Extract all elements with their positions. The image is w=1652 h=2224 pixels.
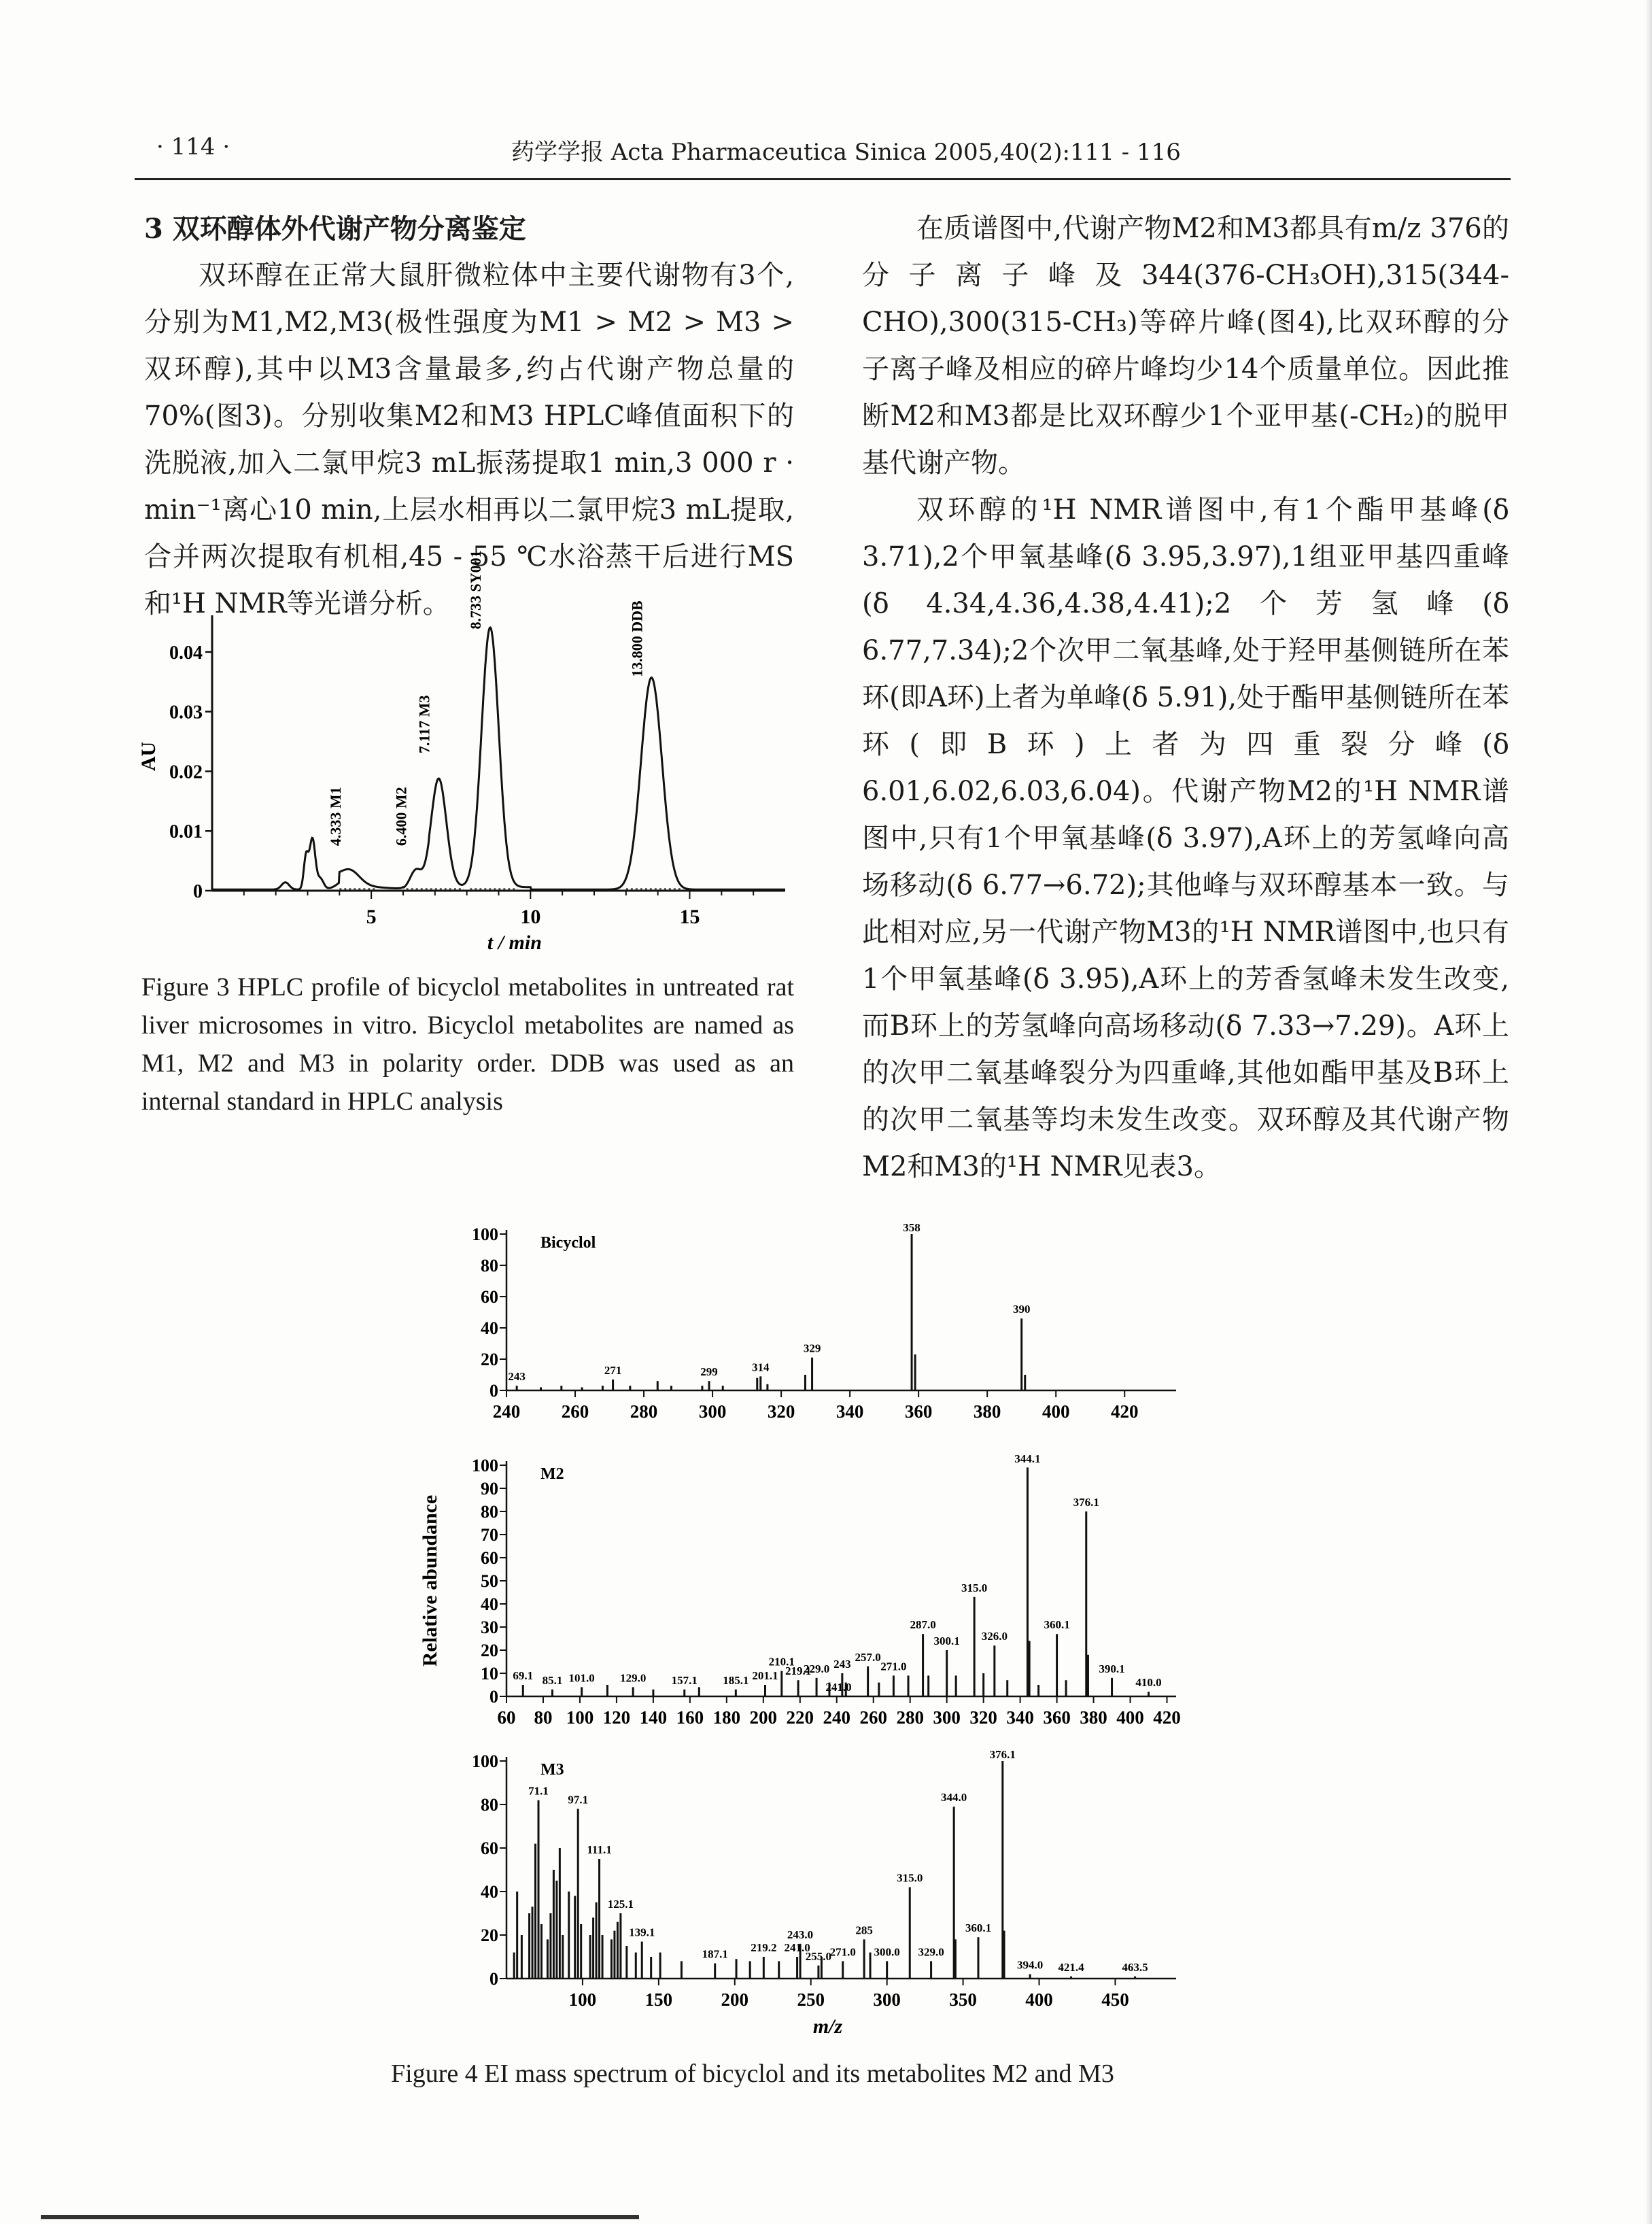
peak-mz-label: 139.1 xyxy=(629,1926,655,1939)
y-tick-label: 10 xyxy=(481,1664,498,1683)
x-tick-label: 60 xyxy=(497,1707,516,1728)
x-tick-label: 360 xyxy=(1043,1707,1071,1728)
journal-header: 药学学报 Acta Pharmaceutica Sinica 2005,40(2):111 - 116 xyxy=(511,139,1181,166)
peak-mz-label: 257.0 xyxy=(855,1650,881,1664)
x-tick-label: 100 xyxy=(566,1707,594,1728)
y-tick-label: 0.04 xyxy=(169,642,203,664)
x-tick-label: 200 xyxy=(749,1707,778,1728)
x-tick-label: 10 xyxy=(520,906,541,928)
y-tick-label: 0 xyxy=(193,881,203,902)
peak-mz-label: 201.1 xyxy=(752,1669,778,1682)
y-tick-label: 60 xyxy=(481,1287,498,1307)
peak-mz-label: 376.1 xyxy=(1073,1496,1099,1509)
y-tick-label: 60 xyxy=(481,1838,498,1858)
y-tick-label: 40 xyxy=(481,1594,498,1614)
peak-mz-label: 315.0 xyxy=(961,1581,988,1594)
x-tick-label: 380 xyxy=(1080,1707,1107,1728)
y-tick-label: 0 xyxy=(489,1687,498,1707)
peak-label: 4.333 M1 xyxy=(326,787,344,846)
peak-mz-label: 329.0 xyxy=(918,1945,944,1959)
peak-mz-label: 125.1 xyxy=(607,1898,634,1911)
x-tick-label: 300 xyxy=(873,1989,901,2010)
page-number: · 114 · xyxy=(156,133,230,160)
x-tick-label: 420 xyxy=(1153,1707,1181,1728)
y-tick-label: 20 xyxy=(481,1926,498,1945)
peak-mz-label: 390 xyxy=(1012,1303,1031,1316)
y-tick-label: 20 xyxy=(481,1641,498,1660)
x-tick-label: 150 xyxy=(644,1989,673,2010)
peak-mz-label: 360.1 xyxy=(1044,1618,1070,1632)
x-axis-label: m/z xyxy=(812,2015,843,2038)
x-tick-label: 350 xyxy=(949,1989,977,2010)
x-tick-label: 120 xyxy=(602,1707,631,1728)
right-paragraph-2: 双环醇的¹H NMR谱图中,有1个酯甲基峰(δ 3.71),2个甲氧基峰(δ 3.95,3.97),1组亚甲基四重峰(δ 4.34,4.36,4.38,4.41);2个芳氢峰(δ 6.77,7.34);2个次甲二氧基峰,处于羟甲基侧链所在苯环(即A环)上者为单峰(δ 5.91),处于酯甲基侧链所在苯环(即B环)上者为四重裂分峰(δ 6.01,6.02,6.03,6.04)。代谢产物M2的¹H NMR谱图中,只有1个甲氧基峰(δ 3.97),A环上的芳氢峰向高场移动(δ 6.77→6.72);其他峰与双环醇基本一致。与此相对应,另一代谢产物M3的¹H NMR谱图中,也只有1个甲氧基峰(δ 3.95),A环上的芳香氢峰未发生改变,而B环上的芳氢峰向高场移动(δ 7.33→7.29)。A环上的次甲二氧基峰裂分为四重峰,其他如酯甲基及B环上的次甲二氧基等均未发生改变。双环醇及其代谢产物M2和M3的¹H NMR见表3。 xyxy=(862,494,1509,1182)
y-axis-label: Relative abundance xyxy=(419,1494,441,1667)
x-tick-label: 300 xyxy=(933,1707,961,1728)
peak-mz-label: 376.1 xyxy=(989,1748,1016,1761)
y-tick-label: 0.03 xyxy=(169,702,203,723)
figure-3-caption: Figure 3 HPLC profile of bicyclol metabolites in untreated rat liver microsomes in vitro. Bicyclol metabolites are named as M1, M2 and M3 in polarity order. DDB was used as an internal standard in HPLC analysis xyxy=(141,973,794,1116)
peak-mz-label: 394.0 xyxy=(1016,1958,1044,1972)
y-tick-label: 0.01 xyxy=(169,821,203,843)
spectrum-name: M2 xyxy=(540,1465,564,1483)
y-tick-label: 60 xyxy=(481,1548,498,1568)
x-tick-label: 260 xyxy=(561,1401,589,1422)
peak-mz-label: 69.1 xyxy=(513,1669,534,1682)
x-tick-label: 320 xyxy=(969,1707,997,1728)
y-tick-label: 100 xyxy=(472,1751,498,1771)
section-title: 3 双环醇体外代谢产物分离鉴定 xyxy=(144,213,526,245)
x-tick-label: 180 xyxy=(712,1707,741,1728)
x-tick-label: 400 xyxy=(1025,1989,1053,2010)
peak-mz-label: 271 xyxy=(604,1363,622,1377)
y-tick-label: 50 xyxy=(481,1571,498,1591)
peak-mz-label: 360.1 xyxy=(965,1921,992,1935)
peak-mz-label: 271.0 xyxy=(829,1945,856,1959)
peak-mz-label: 299 xyxy=(700,1365,718,1379)
peak-mz-label: 243.0 xyxy=(787,1928,814,1941)
y-tick-label: 70 xyxy=(481,1525,498,1545)
x-tick-label: 160 xyxy=(676,1707,704,1728)
peak-label: 13.800 DDB xyxy=(628,600,646,677)
x-tick-label: 280 xyxy=(630,1401,658,1422)
x-tick-label: 80 xyxy=(534,1707,553,1728)
peak-mz-label: 344.1 xyxy=(1014,1452,1041,1465)
peak-mz-label: 241.0 xyxy=(784,1941,810,1954)
peak-mz-label: 111.1 xyxy=(587,1843,612,1856)
x-tick-label: 300 xyxy=(698,1401,727,1422)
peak-mz-label: 344.0 xyxy=(941,1791,967,1804)
x-tick-label: 380 xyxy=(973,1401,1001,1422)
y-tick-label: 0.02 xyxy=(169,762,203,783)
peak-mz-label: 219.1 xyxy=(785,1664,812,1678)
y-tick-label: 100 xyxy=(472,1456,498,1475)
scan-edge xyxy=(1645,0,1652,2224)
left-paragraph: 双环醇在正常大鼠肝微粒体中主要代谢物有3个,分别为M1,M2,M3(极性强度为M1 > M2 > M3 > 双环醇),其中以M3含量最多,约占代谢产物总量的70%(图3)。分别收集M2和M3 HPLC峰值面积下的洗脱液,加入二氯甲烷3 mL振荡提取1 min,3 000 r · min⁻¹离心10 min,上层水相再以二氯甲烷3 mL提取,合并两次提取有机相,45 - 55 ℃水浴蒸干后进行MS和¹H NMR等光谱分析。 xyxy=(144,260,794,619)
y-tick-label: 90 xyxy=(481,1479,498,1499)
right-paragraph-1: 在质谱图中,代谢产物M2和M3都具有m/z 376的分子离子峰及344(376-CH₃OH),315(344-CHO),300(315-CH₃)等碎片峰(图4),比双环醇的分子离子峰及相应的碎片峰均少14个质量单位。因此推断M2和M3都是比双环醇少1个亚甲基(-CH₂)的脱甲基代谢产物。 xyxy=(862,213,1509,479)
peak-mz-label: 326.0 xyxy=(981,1630,1008,1643)
x-tick-label: 360 xyxy=(904,1401,933,1422)
spectrum-name: Bicyclol xyxy=(540,1234,596,1252)
peak-mz-label: 219.2 xyxy=(751,1941,777,1954)
peak-mz-label: 358 xyxy=(903,1221,920,1234)
peak-label: 6.400 M2 xyxy=(392,787,410,846)
peak-mz-label: 287.0 xyxy=(910,1618,936,1632)
y-tick-label: 40 xyxy=(481,1882,498,1902)
x-tick-label: 220 xyxy=(786,1707,814,1728)
peak-mz-label: 157.1 xyxy=(671,1673,698,1687)
x-tick-label: 280 xyxy=(896,1707,924,1728)
y-tick-label: 30 xyxy=(481,1618,498,1637)
peak-label: 8.733 SY001 xyxy=(466,550,484,630)
y-tick-label: 80 xyxy=(481,1256,498,1276)
x-tick-label: 200 xyxy=(721,1989,749,2010)
x-tick-label: 240 xyxy=(823,1707,851,1728)
peak-mz-label: 185.1 xyxy=(723,1673,749,1687)
figure-4-mass-spectra xyxy=(408,1217,1224,2074)
peak-mz-label: 300.0 xyxy=(874,1945,900,1959)
x-tick-label: 320 xyxy=(767,1401,795,1422)
x-tick-label: 240 xyxy=(492,1401,521,1422)
x-tick-label: 450 xyxy=(1101,1989,1129,2010)
peak-mz-label: 85.1 xyxy=(542,1673,563,1687)
peak-mz-label: 390.1 xyxy=(1099,1662,1125,1675)
figure-3-hplc-chart xyxy=(136,550,802,972)
peak-label: 7.117 M3 xyxy=(415,695,433,754)
y-tick-label: 0 xyxy=(489,1381,498,1401)
y-tick-label: 0 xyxy=(489,1969,498,1989)
peak-mz-label: 101.0 xyxy=(568,1671,595,1685)
peak-mz-label: 300.1 xyxy=(933,1635,960,1647)
bottom-rule xyxy=(41,2215,639,2219)
x-tick-label: 140 xyxy=(639,1707,668,1728)
peak-mz-label: 410.0 xyxy=(1135,1676,1162,1690)
chromatogram-trace xyxy=(212,628,785,889)
peak-mz-label: 229.0 xyxy=(803,1662,830,1675)
peak-mz-label: 71.1 xyxy=(528,1784,549,1798)
x-tick-label: 260 xyxy=(859,1707,887,1728)
y-axis-label: AU xyxy=(137,741,160,772)
spectrum-name: M3 xyxy=(540,1761,564,1779)
peak-mz-label: 285 xyxy=(855,1923,873,1937)
x-tick-label: 420 xyxy=(1110,1401,1139,1422)
peak-mz-label: 314 xyxy=(752,1361,770,1374)
x-tick-label: 400 xyxy=(1042,1401,1070,1422)
y-tick-label: 100 xyxy=(472,1225,498,1244)
x-axis-label: t / min xyxy=(487,931,542,954)
y-tick-label: 20 xyxy=(481,1350,498,1369)
x-tick-label: 340 xyxy=(1006,1707,1034,1728)
y-tick-label: 40 xyxy=(481,1318,498,1338)
right-column xyxy=(862,205,1509,1191)
x-tick-label: 15 xyxy=(679,906,700,928)
peak-mz-label: 129.0 xyxy=(620,1671,647,1685)
peak-mz-label: 255.0 xyxy=(805,1949,832,1963)
peak-mz-label: 463.5 xyxy=(1122,1960,1148,1974)
x-tick-label: 400 xyxy=(1116,1707,1144,1728)
x-tick-label: 250 xyxy=(797,1989,825,2010)
peak-mz-label: 241.0 xyxy=(825,1681,852,1694)
x-tick-label: 340 xyxy=(836,1401,864,1422)
y-tick-label: 80 xyxy=(481,1502,498,1522)
x-tick-label: 100 xyxy=(568,1989,597,2010)
x-tick-label: 5 xyxy=(366,906,377,928)
peak-mz-label: 243 xyxy=(508,1370,526,1384)
header-rule xyxy=(135,178,1511,180)
peak-mz-label: 187.1 xyxy=(702,1947,728,1961)
peak-mz-label: 97.1 xyxy=(568,1793,589,1807)
y-tick-label: 80 xyxy=(481,1795,498,1815)
peak-mz-label: 421.4 xyxy=(1058,1960,1084,1974)
peak-mz-label: 243 xyxy=(833,1658,851,1671)
figure-4-caption: Figure 4 EI mass spectrum of bicyclol and its metabolites M2 and M3 xyxy=(391,2059,1114,2088)
peak-mz-label: 271.0 xyxy=(880,1660,907,1673)
peak-mz-label: 329 xyxy=(803,1341,821,1355)
peak-mz-label: 210.1 xyxy=(768,1655,795,1669)
peak-mz-label: 315.0 xyxy=(897,1871,923,1885)
